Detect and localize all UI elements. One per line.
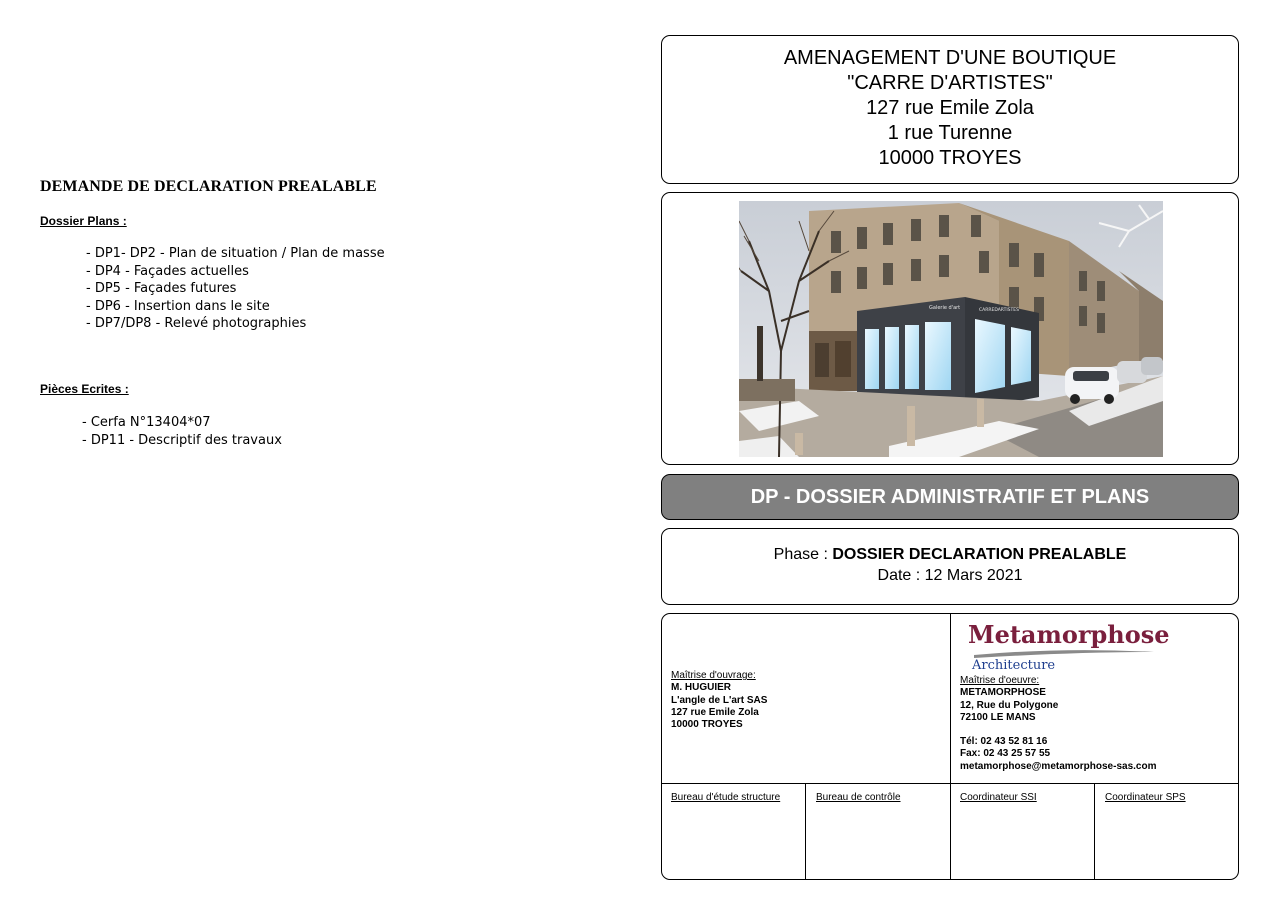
list-item: - DP1- DP2 - Plan de situation / Plan de masse [86, 246, 385, 261]
pieces-heading: Pièces Ecrites : [40, 382, 129, 396]
photo-box [661, 192, 1239, 465]
architect-heading: Maîtrise d'oeuvre: [960, 675, 1040, 686]
logo-name: Metamorphose [968, 620, 1170, 649]
shop-name-text: CARREDARTISTES [979, 308, 1019, 313]
phase-line [662, 544, 1238, 565]
metamorphose-logo [964, 616, 1174, 674]
client-block [671, 670, 767, 731]
plans-heading: Dossier Plans : [40, 214, 127, 228]
dossier-banner: DP - DOSSIER ADMINISTRATIF ET PLANS [661, 474, 1239, 520]
client-line: 127 rue Emile Zola [671, 706, 759, 718]
logo-sub: Architecture [972, 658, 1056, 673]
phase-box [661, 528, 1239, 605]
phase-label: Phase : [773, 546, 833, 563]
plans-list [86, 245, 385, 333]
cell-label-structure: Bureau d'étude structure [671, 792, 781, 803]
list-item: - Cerfa N°13404*07 [82, 415, 211, 430]
cell-label-ssi: Coordinateur SSI [960, 792, 1037, 803]
project-title-box [661, 35, 1239, 184]
architect-line: 12, Rue du Polygone [960, 699, 1059, 711]
project-line: 10000 TROYES [878, 147, 1022, 169]
project-line: AMENAGEMENT D'UNE BOUTIQUE [783, 47, 1117, 69]
client-line: M. HUGUIER [671, 682, 731, 694]
client-heading: Maîtrise d'ouvrage: [671, 670, 756, 681]
cell-label-sps: Coordinateur SPS [1105, 792, 1186, 803]
architect-fax: Fax: 02 43 25 57 55 [960, 748, 1051, 760]
info-box [661, 613, 1239, 880]
client-line: 10000 TROYES [671, 719, 743, 731]
logo-swoosh [974, 650, 1154, 658]
divider [950, 614, 951, 879]
architect-email: metamorphose@metamorphose-sas.com [960, 760, 1157, 772]
project-line: 127 rue Emile Zola [866, 97, 1034, 119]
client-line: L'angle de L'art SAS [671, 694, 768, 706]
architect-block [960, 675, 1156, 773]
project-line: "CARRE D'ARTISTES" [847, 72, 1053, 94]
project-line: 1 rue Turenne [887, 122, 1013, 144]
list-item: - DP11 - Descriptif des travaux [82, 432, 282, 448]
pieces-list [82, 414, 282, 449]
cell-label-controle: Bureau de contrôle [816, 792, 901, 803]
list-item: - DP6 - Insertion dans le site [86, 298, 270, 314]
shop-sign-text: Galerie d'art [929, 305, 961, 311]
list-item: - DP4 - Façades actuelles [86, 263, 249, 279]
phase-value: DOSSIER DECLARATION PREALABLE [832, 546, 1127, 563]
document-title: DEMANDE DE DECLARATION PREALABLE [40, 178, 377, 195]
date-line: Date : 12 Mars 2021 [877, 567, 1023, 584]
divider [662, 783, 1238, 784]
list-item: - DP5 - Façades futures [86, 281, 237, 297]
architect-tel: Tél: 02 43 52 81 16 [960, 736, 1048, 748]
divider [1094, 783, 1095, 879]
architect-line: 72100 LE MANS [960, 711, 1036, 723]
architect-line: METAMORPHOSE [960, 687, 1046, 699]
shop-photo [739, 201, 1163, 457]
list-item: - DP7/DP8 - Relevé photographies [86, 316, 307, 332]
divider [805, 783, 806, 879]
